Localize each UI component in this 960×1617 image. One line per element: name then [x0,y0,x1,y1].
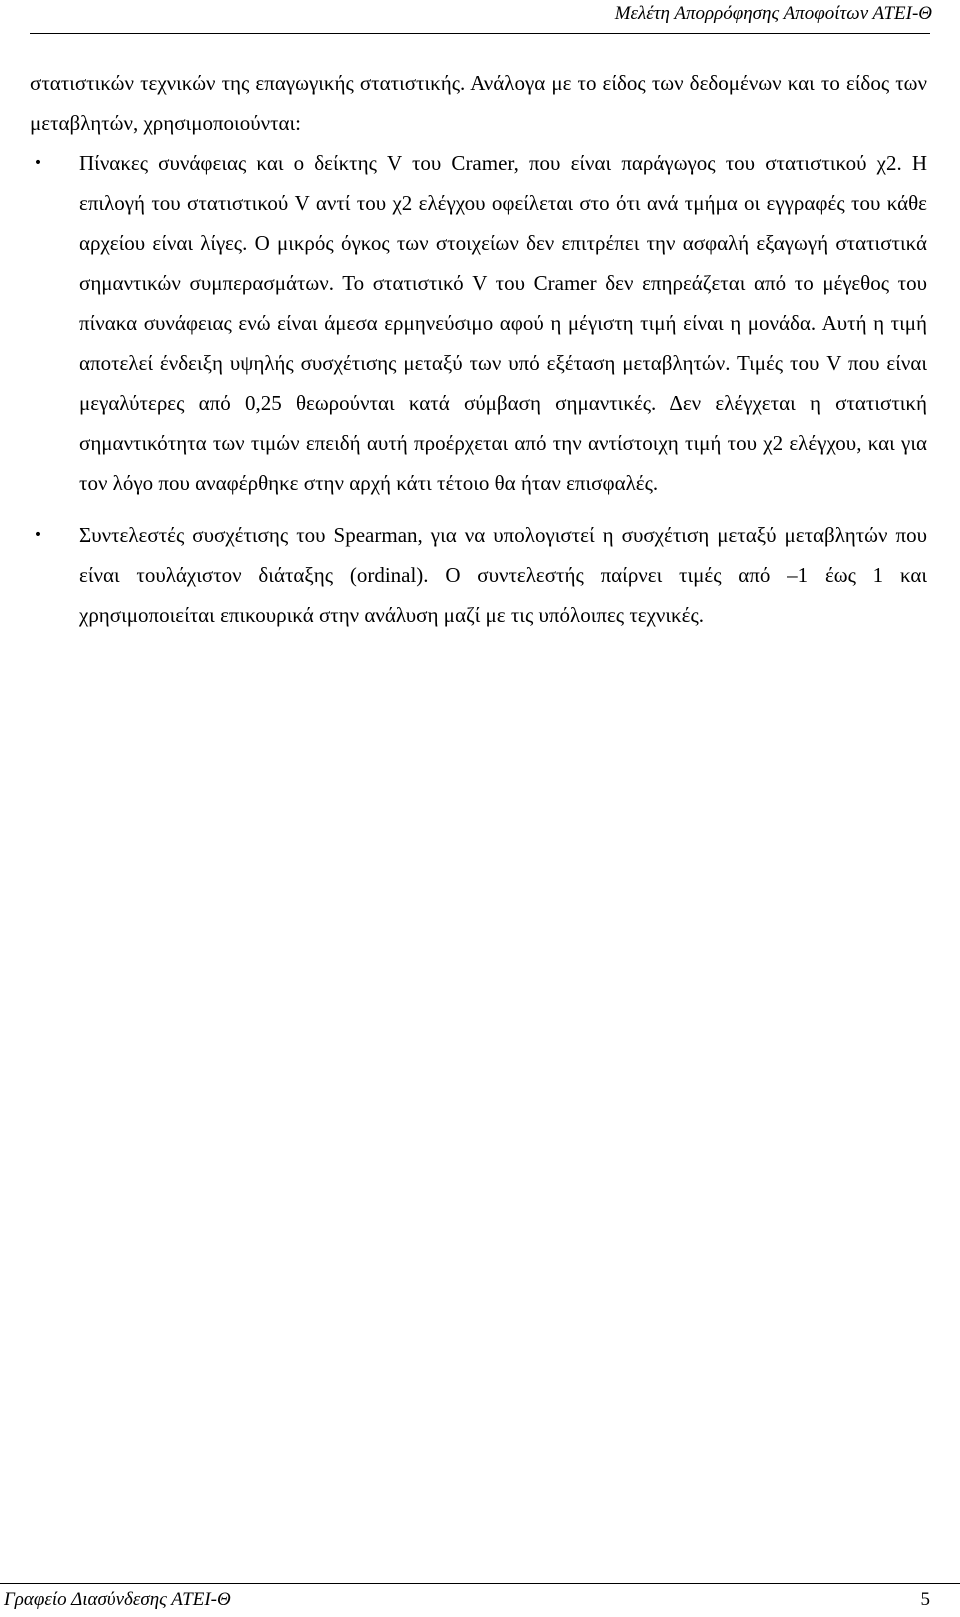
bullet-list [30,143,927,635]
list-item [30,143,927,503]
bullet-icon: • [33,527,43,543]
list-item-text: Πίνακες συνάφειας και ο δείκτης V του Cramer, που είναι παράγωγος του στατιστικού χ2. Η επιλογή του στατιστικού V αντί του χ2 ελέγχου οφείλεται στο ότι ανά τμήμα οι εγγραφές του κάθε αρχείου είναι λίγες. Ο μικρός όγκος των στοιχείων δεν επιτρέπει την ασφαλή εξαγωγή στατιστικά σημαντικών συμπερασμάτων. Το στατιστικό V του Cramer δεν επηρεάζεται από το μέγεθος του πίνακα συνάφειας ενώ είναι άμεσα ερμηνεύσιμο αφού η μέγιστη τιμή είναι η μονάδα. Αυτή η τιμή αποτελεί ένδειξη υψηλής συσχέτισης μεταξύ των υπό εξέταση μεταβλητών. Τιμές του V που είναι μεγαλύτερες από 0,25 θεωρούνται κατά σύμβαση σημαντικές. Δεν ελέγχεται η στατιστική σημαντικότητα των τιμών επειδή αυτή προέρχεται από την αντίστοιχη τιμή του χ2 ελέγχου, και για τον λόγο που αναφέρθηκε στην αρχή κάτι τέτοιο θα ήταν επισφαλές. [79,151,927,495]
running-footer: Γραφείο Διασύνδεσης ΑΤΕΙ-Θ [4,1589,231,1610]
footer-divider [0,1583,960,1584]
running-header: Μελέτη Απορρόφησης Αποφοίτων ΑΤΕΙ-Θ [614,3,932,24]
header-divider [30,33,930,34]
bullet-icon: • [33,155,43,171]
list-item-text: Συντελεστές συσχέτισης του Spearman, για να υπολογιστεί η συσχέτιση μεταξύ μεταβλητών που είναι τουλάχιστον διάταξης (ordinal). Ο συντελεστής παίρνει τιμές από –1 έως 1 και χρησιμοποιείται επικουρικά στην ανάλυση μαζί με τις υπόλοιπες τεχνικές. [79,523,927,627]
page-number: 5 [920,1589,930,1610]
list-item [30,515,927,635]
intro-paragraph: στατιστικών τεχνικών της επαγωγικής στατιστικής. Ανάλογα με το είδος των δεδομένων και το είδος των μεταβλητών, χρησιμοποιούνται: [30,71,927,135]
body-text [30,63,927,647]
